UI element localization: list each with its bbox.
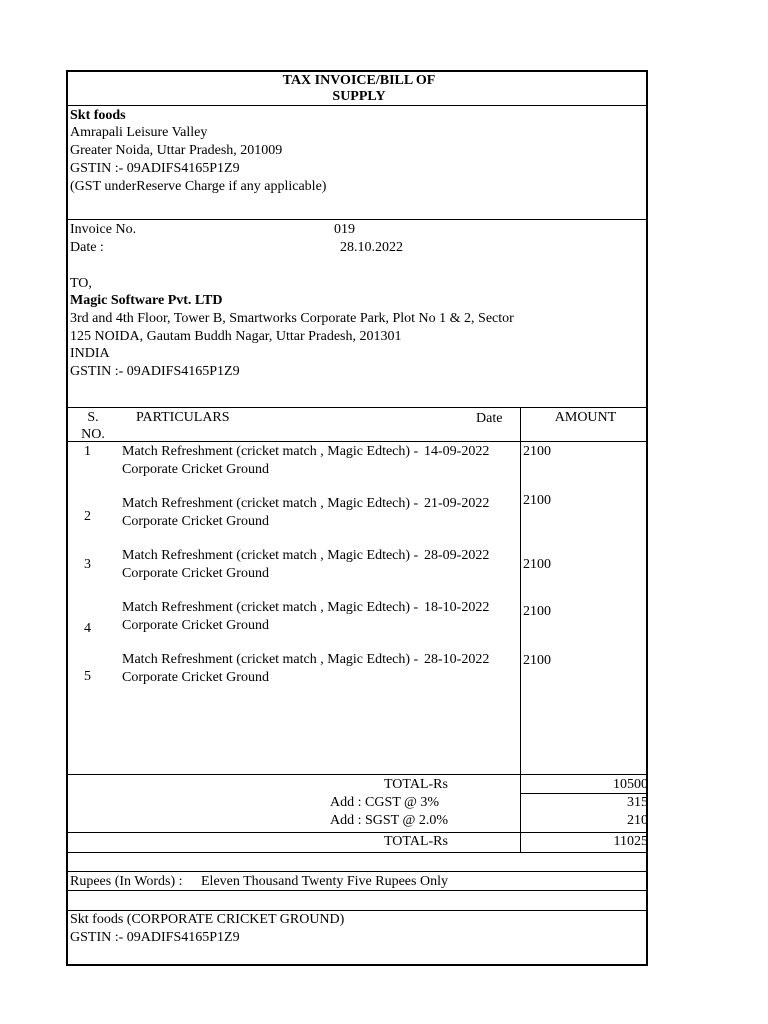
footer-line1: Skt foods (CORPORATE CRICKET GROUND) [70,912,345,927]
cgst-value: 315 [627,795,648,810]
row-1-date: 14-09-2022 [424,444,490,459]
row-2-amount: 2100 [523,493,551,508]
row-4-desc1: Match Refreshment (cricket match , Magic Edtech) - [122,600,419,615]
seller-note: (GST underReserve Charge if any applicable) [70,179,327,194]
cgst-label: Add : CGST @ 3% [330,795,440,810]
row-2-date: 21-09-2022 [424,496,490,511]
seller-address2: Greater Noida, Uttar Pradesh, 201009 [70,143,283,158]
header-amount: AMOUNT [554,410,617,425]
divider [68,852,646,853]
header-sno-line1: S. [87,410,99,425]
divider [68,774,646,775]
invoice-no-label: Invoice No. [70,222,137,237]
footer-line2: GSTIN :- 09ADIFS4165P1Z9 [70,930,240,945]
header-date: Date [476,411,503,426]
invoice-date-label: Date : [70,240,104,255]
divider [68,441,646,442]
row-4-desc2: Corporate Cricket Ground [122,618,269,633]
buyer-address1: 3rd and 4th Floor, Tower B, Smartworks Corporate Park, Plot No 1 & 2, Sector [70,311,514,326]
seller-name: Skt foods [70,108,126,123]
invoice-title-line2: SUPPLY [332,89,386,104]
buyer-name: Magic Software Pvt. LTD [70,293,223,308]
amount-column-divider [520,407,521,853]
row-5-desc2: Corporate Cricket Ground [122,670,269,685]
row-1-desc1: Match Refreshment (cricket match , Magic Edtech) - [122,444,419,459]
divider [68,407,646,408]
invoice-sheet [66,70,648,966]
invoice-title-line1: TAX INVOICE/BILL OF [282,73,436,88]
buyer-to-label: TO, [70,276,92,291]
row-4-sno: 4 [84,621,91,636]
divider [68,871,646,872]
row-2-desc1: Match Refreshment (cricket match , Magic Edtech) - [122,496,419,511]
seller-address1: Amrapali Leisure Valley [70,125,208,140]
buyer-address2: 125 NOIDA, Gautam Buddh Nagar, Uttar Pradesh, 201301 [70,329,402,344]
row-3-desc1: Match Refreshment (cricket match , Magic Edtech) - [122,548,419,563]
row-3-sno: 3 [84,557,91,572]
row-5-sno: 5 [84,669,91,684]
sgst-value: 210 [627,813,648,828]
row-2-sno: 2 [84,509,91,524]
row-5-date: 28-10-2022 [424,652,490,667]
header-particulars: PARTICULARS [136,410,230,425]
row-1-sno: 1 [84,444,91,459]
divider [68,219,646,220]
divider [68,105,646,106]
row-3-amount: 2100 [523,557,551,572]
row-2-desc2: Corporate Cricket Ground [122,514,269,529]
total-value: 11025 [613,834,648,849]
seller-gstin: GSTIN :- 09ADIFS4165P1Z9 [70,161,240,176]
invoice-no-value: 019 [334,222,355,237]
words-value: Eleven Thousand Twenty Five Rupees Only [201,874,448,889]
header-sno-line2: NO. [81,427,105,442]
row-4-date: 18-10-2022 [424,600,490,615]
buyer-gstin: GSTIN :- 09ADIFS4165P1Z9 [70,364,240,379]
subtotal-label: TOTAL-Rs [384,777,448,792]
subtotal-value: 10500 [613,777,648,792]
row-5-desc1: Match Refreshment (cricket match , Magic Edtech) - [122,652,419,667]
row-3-desc2: Corporate Cricket Ground [122,566,269,581]
divider [68,890,646,891]
row-1-amount: 2100 [523,444,551,459]
row-3-date: 28-09-2022 [424,548,490,563]
total-label: TOTAL-Rs [384,834,448,849]
invoice-date-value: 28.10.2022 [340,240,403,255]
sgst-label: Add : SGST @ 2.0% [330,813,449,828]
row-4-amount: 2100 [523,604,551,619]
words-label: Rupees (In Words) : [70,874,183,889]
row-5-amount: 2100 [523,653,551,668]
buyer-country: INDIA [70,346,110,361]
row-1-desc2: Corporate Cricket Ground [122,462,269,477]
